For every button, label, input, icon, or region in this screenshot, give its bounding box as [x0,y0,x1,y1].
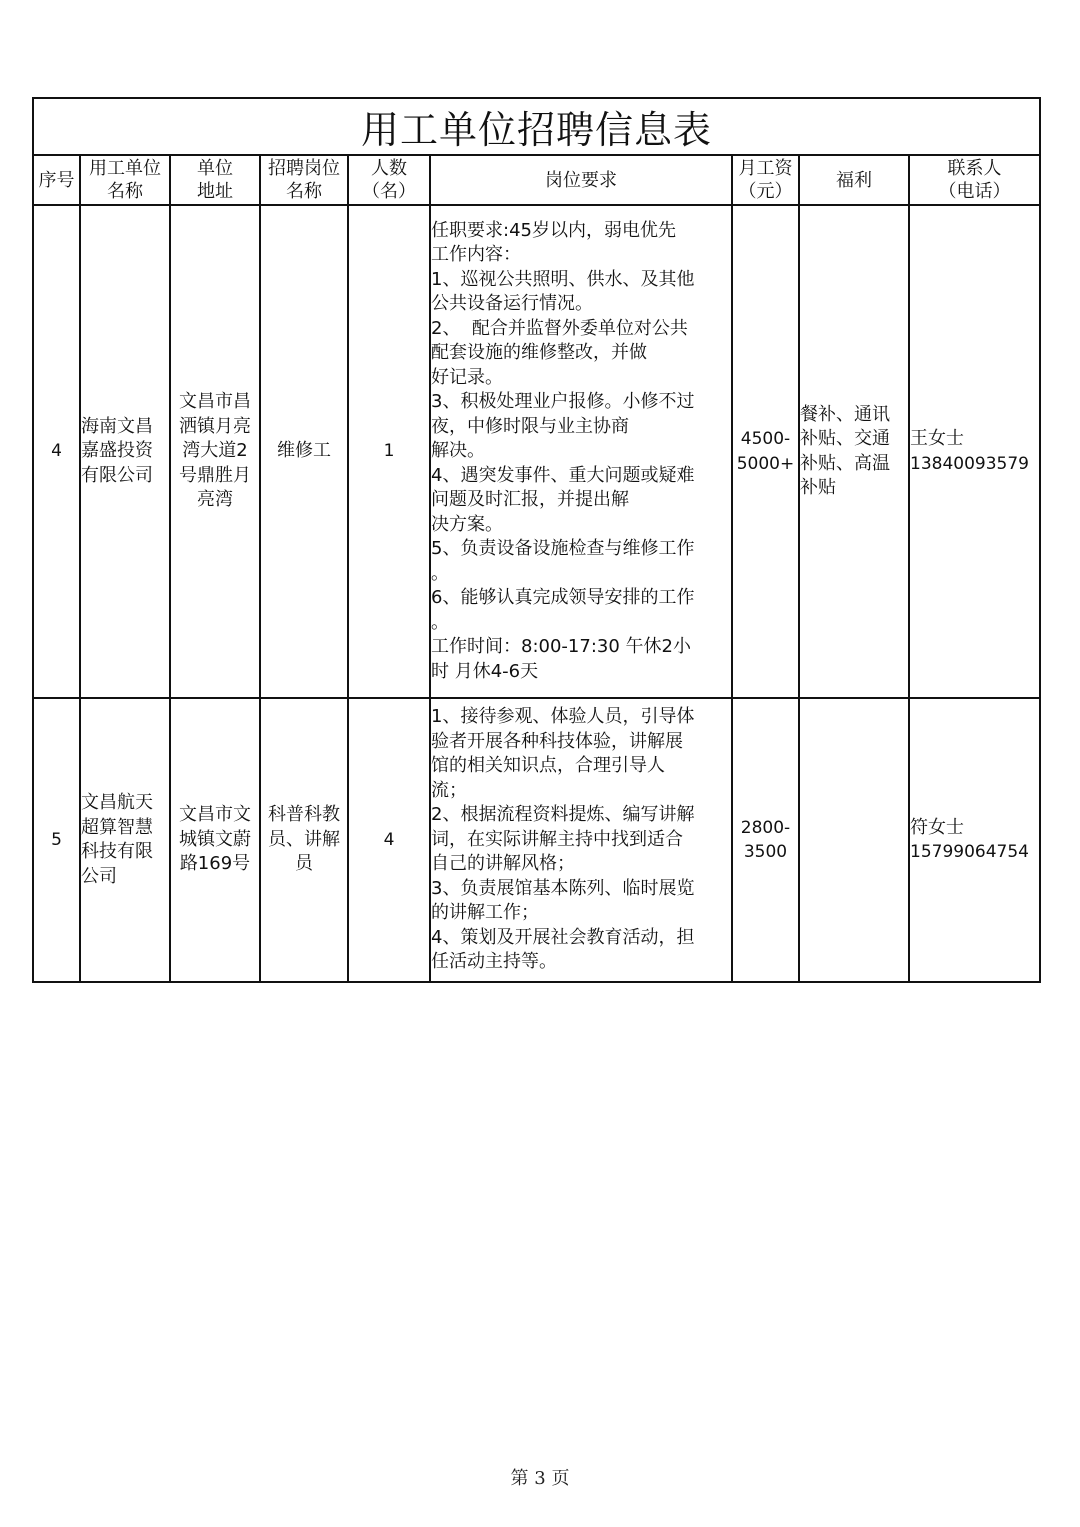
position-cell: 科普科教 员、讲解 员 [260,698,348,982]
contact-cell [909,698,1040,982]
benefits-cell [799,698,909,982]
count-cell: 4 [348,698,430,982]
position-cell: 维修工 [260,205,348,698]
header-row [33,155,1040,205]
benefits-cell: 餐补、通讯 补贴、交通 补贴、高温 补贴 [799,205,909,698]
contact-name: 王女士 [910,428,964,449]
header-seq: 序号 [33,155,80,205]
salary-cell: 4500- 5000+ [732,205,799,698]
seq-cell: 4 [33,205,80,698]
salary-cell: 2800- 3500 [732,698,799,982]
count-cell: 1 [348,205,430,698]
header-salary: 月工资 （元） [732,155,799,205]
header-contact: 联系人 （电话） [909,155,1040,205]
header-benefits: 福利 [799,155,909,205]
header-count: 人数 （名） [348,155,430,205]
header-position: 招聘岗位 名称 [260,155,348,205]
contact-name: 符女士 [910,816,964,838]
table-row [33,205,1040,698]
table-row [33,698,1040,982]
header-company: 用工单位 名称 [80,155,170,205]
requirements-cell: 1、接待参观、体验人员，引导体 验者开展各种科技体验，讲解展 馆的相关知识点，合理引导人 流； 2、根据流程资料提炼、编写讲解 词，在实际讲解主持中找到适合 自己的讲解风格； 3、负责展馆基本陈列、临时展览 的讲解工作； 4、策划及开展社会教育活动，担 任活动主持等。 [430,698,732,982]
table-title: 用工单位招聘信息表 [33,98,1040,155]
address-cell: 文昌市昌 洒镇月亮 湾大道2 号鼎胜月 亮湾 [170,205,260,698]
contact-cell [909,205,1040,698]
contact-phone: 13840093579 [910,453,1029,474]
company-cell: 文昌航天 超算智慧 科技有限 公司 [80,698,170,982]
address-cell: 文昌市文 城镇文蔚 路169号 [170,698,260,982]
company-cell: 海南文昌 嘉盛投资 有限公司 [80,205,170,698]
requirements-cell: 任职要求:45岁以内，弱电优先 工作内容： 1、巡视公共照明、供水、及其他 公共设备运行情况。 2、 配合并监督外委单位对公共 配套设施的维修整改，并做 好记录。 3、积极处理业户报修。小修不过 夜，中修时限与业主协商 解决。 4、遇突发事件、重大问题或疑难 问题及时汇报，并提出解 决方案。 5、负责设备设施检查与维修工作 。 6、能够认真完成领导安排的工作 。 工作时间：8:00-17:30 午休2小 时 月休4-6天 [430,205,732,698]
recruitment-table [32,97,1041,983]
page-number: 第 3 页 [510,1468,570,1489]
contact-phone: 15799064754 [910,842,1029,862]
header-requirements: 岗位要求 [430,155,732,205]
header-address: 单位 地址 [170,155,260,205]
seq-cell: 5 [33,698,80,982]
